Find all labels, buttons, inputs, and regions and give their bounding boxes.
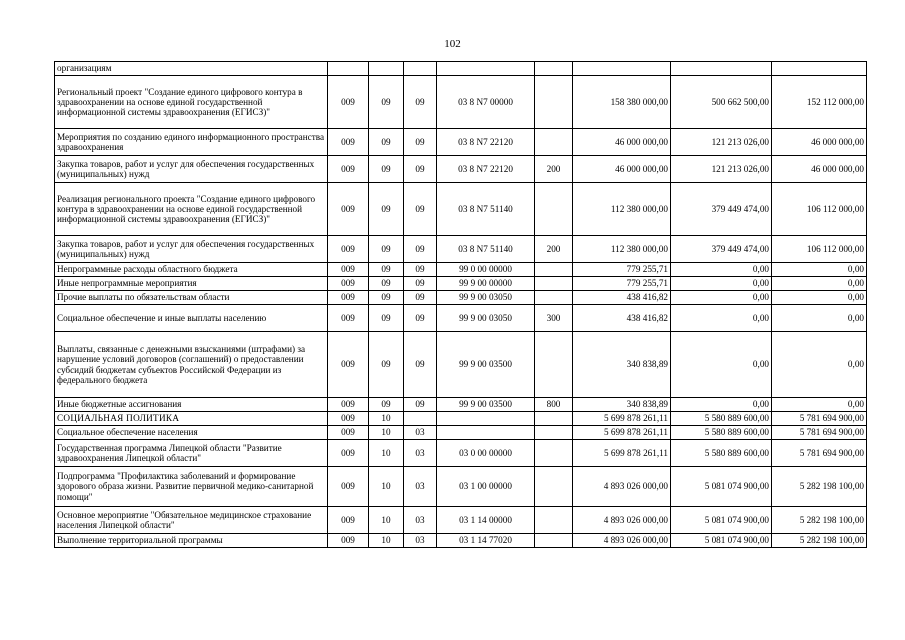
cell-target-article: 03 8 N7 51140 <box>437 236 535 263</box>
cell-amount-1: 4 893 026 000,00 <box>573 467 671 507</box>
cell-amount-1: 112 380 000,00 <box>573 236 671 263</box>
cell-amount-2: 0,00 <box>671 263 772 277</box>
cell-amount-1: 5 699 878 261,11 <box>573 412 671 426</box>
table-row <box>55 398 867 412</box>
cell-expense-type <box>535 507 573 534</box>
cell-section: 09 <box>369 183 404 236</box>
cell-subsection: 09 <box>404 332 437 398</box>
cell-target-article: 03 8 N7 22120 <box>437 129 535 156</box>
cell-amount-1: 46 000 000,00 <box>573 156 671 183</box>
cell-amount-3: 0,00 <box>772 398 867 412</box>
cell-amount-2: 0,00 <box>671 277 772 291</box>
cell-amount-2: 5 081 074 900,00 <box>671 534 772 548</box>
cell-section: 09 <box>369 263 404 277</box>
cell-amount-2: 121 213 026,00 <box>671 156 772 183</box>
cell-amount-3: 46 000 000,00 <box>772 129 867 156</box>
cell-expense-type: 300 <box>535 305 573 332</box>
cell-amount-3: 0,00 <box>772 291 867 305</box>
cell-ministry: 009 <box>328 129 369 156</box>
cell-section: 10 <box>369 440 404 467</box>
cell-ministry: 009 <box>328 236 369 263</box>
cell-ministry: 009 <box>328 332 369 398</box>
cell-target-article: 99 0 00 00000 <box>437 263 535 277</box>
cell-section: 09 <box>369 332 404 398</box>
cell-expense-type <box>535 263 573 277</box>
cell-name: Непрограммные расходы областного бюджета <box>55 263 328 277</box>
cell-name: Закупка товаров, работ и услуг для обеспечения государственных (муниципальных) нужд <box>55 156 328 183</box>
cell-amount-2: 0,00 <box>671 291 772 305</box>
cell-amount-3: 46 000 000,00 <box>772 156 867 183</box>
cell-section: 09 <box>369 305 404 332</box>
cell-amount-2: 500 662 500,00 <box>671 76 772 129</box>
cell-amount-2: 5 580 889 600,00 <box>671 426 772 440</box>
cell-expense-type <box>535 183 573 236</box>
cell-target-article: 03 8 N7 22120 <box>437 156 535 183</box>
cell-amount-2: 5 081 074 900,00 <box>671 467 772 507</box>
cell-name: Государственная программа Липецкой области "Развитие здравоохранения Липецкой области" <box>55 440 328 467</box>
cell-amount-3: 5 781 694 900,00 <box>772 426 867 440</box>
table-row <box>55 291 867 305</box>
cell-section: 10 <box>369 507 404 534</box>
cell-amount-1: 4 893 026 000,00 <box>573 534 671 548</box>
cell-ministry: 009 <box>328 426 369 440</box>
cell-expense-type <box>535 291 573 305</box>
cell-subsection <box>404 62 437 76</box>
cell-amount-1: 4 893 026 000,00 <box>573 507 671 534</box>
table-row <box>55 236 867 263</box>
cell-amount-1: 158 380 000,00 <box>573 76 671 129</box>
cell-amount-3: 5 282 198 100,00 <box>772 534 867 548</box>
cell-amount-3: 0,00 <box>772 332 867 398</box>
budget-table <box>54 61 867 548</box>
cell-name: Иные бюджетные ассигнования <box>55 398 328 412</box>
cell-expense-type <box>535 467 573 507</box>
cell-amount-1: 779 255,71 <box>573 263 671 277</box>
cell-ministry: 009 <box>328 76 369 129</box>
cell-section: 10 <box>369 412 404 426</box>
cell-section: 09 <box>369 76 404 129</box>
cell-section: 09 <box>369 398 404 412</box>
table-row <box>55 534 867 548</box>
cell-amount-3: 5 781 694 900,00 <box>772 412 867 426</box>
cell-subsection: 03 <box>404 440 437 467</box>
cell-expense-type <box>535 534 573 548</box>
cell-ministry: 009 <box>328 305 369 332</box>
cell-ministry: 009 <box>328 263 369 277</box>
cell-expense-type <box>535 412 573 426</box>
cell-subsection: 09 <box>404 398 437 412</box>
page-number: 102 <box>444 38 461 50</box>
cell-section: 10 <box>369 534 404 548</box>
cell-amount-2: 5 081 074 900,00 <box>671 507 772 534</box>
cell-section: 09 <box>369 291 404 305</box>
cell-target-article <box>437 412 535 426</box>
cell-ministry: 009 <box>328 398 369 412</box>
cell-ministry <box>328 62 369 76</box>
cell-amount-3: 5 282 198 100,00 <box>772 467 867 507</box>
cell-amount-1 <box>573 62 671 76</box>
cell-expense-type <box>535 62 573 76</box>
cell-section: 10 <box>369 467 404 507</box>
cell-amount-1: 340 838,89 <box>573 398 671 412</box>
cell-subsection: 03 <box>404 534 437 548</box>
cell-amount-2: 379 449 474,00 <box>671 236 772 263</box>
cell-ministry: 009 <box>328 412 369 426</box>
table-body <box>55 62 867 548</box>
cell-expense-type <box>535 332 573 398</box>
cell-expense-type <box>535 129 573 156</box>
cell-subsection <box>404 412 437 426</box>
cell-target-article: 99 9 00 03050 <box>437 305 535 332</box>
cell-name: Реализация регионального проекта "Создание единого цифрового контура в здравоохранении на основе единой государственной информационной системы здравоохранения (ЕГИСЗ)" <box>55 183 328 236</box>
cell-subsection: 09 <box>404 277 437 291</box>
table-row <box>55 467 867 507</box>
cell-amount-1: 5 699 878 261,11 <box>573 440 671 467</box>
cell-amount-3: 106 112 000,00 <box>772 236 867 263</box>
cell-target-article: 99 9 00 00000 <box>437 277 535 291</box>
cell-amount-3 <box>772 62 867 76</box>
cell-target-article: 99 9 00 03500 <box>437 332 535 398</box>
cell-section <box>369 62 404 76</box>
cell-target-article <box>437 62 535 76</box>
cell-name: Региональный проект "Создание единого цифрового контура в здравоохранении на основе единой государственной информационной системы здравоохранения (ЕГИСЗ)" <box>55 76 328 129</box>
cell-name: Социальное обеспечение и иные выплаты населению <box>55 305 328 332</box>
cell-subsection: 09 <box>404 263 437 277</box>
cell-ministry: 009 <box>328 507 369 534</box>
cell-subsection: 09 <box>404 76 437 129</box>
cell-expense-type <box>535 277 573 291</box>
table-row <box>55 507 867 534</box>
cell-amount-3: 5 781 694 900,00 <box>772 440 867 467</box>
cell-subsection: 09 <box>404 291 437 305</box>
table-row <box>55 129 867 156</box>
cell-section: 09 <box>369 236 404 263</box>
table-row <box>55 412 867 426</box>
cell-amount-1: 438 416,82 <box>573 305 671 332</box>
cell-section: 09 <box>369 129 404 156</box>
cell-target-article: 99 9 00 03500 <box>437 398 535 412</box>
cell-target-article <box>437 426 535 440</box>
table-row <box>55 76 867 129</box>
cell-ministry: 009 <box>328 467 369 507</box>
cell-target-article: 99 9 00 03050 <box>437 291 535 305</box>
cell-name: Выплаты, связанные с денежными взысканиями (штрафами) за нарушение условий договоров (соглашений) о предоставлении субсидий бюджетам субъектов Российской Федерации из федерального бюджета <box>55 332 328 398</box>
cell-expense-type <box>535 426 573 440</box>
cell-amount-1: 5 699 878 261,11 <box>573 426 671 440</box>
cell-amount-2: 0,00 <box>671 305 772 332</box>
cell-amount-3: 0,00 <box>772 305 867 332</box>
cell-amount-1: 340 838,89 <box>573 332 671 398</box>
cell-amount-2: 0,00 <box>671 332 772 398</box>
cell-name: Иные непрограммные мероприятия <box>55 277 328 291</box>
cell-name: Основное мероприятие "Обязательное медицинское страхование населения Липецкой области" <box>55 507 328 534</box>
cell-amount-3: 0,00 <box>772 277 867 291</box>
cell-amount-3: 106 112 000,00 <box>772 183 867 236</box>
cell-amount-3: 5 282 198 100,00 <box>772 507 867 534</box>
cell-amount-2: 379 449 474,00 <box>671 183 772 236</box>
cell-amount-2: 5 580 889 600,00 <box>671 412 772 426</box>
cell-amount-2: 0,00 <box>671 398 772 412</box>
cell-target-article: 03 1 00 00000 <box>437 467 535 507</box>
cell-name: Мероприятия по созданию единого информационного пространства здравоохранения <box>55 129 328 156</box>
cell-expense-type: 200 <box>535 236 573 263</box>
cell-name: Прочие выплаты по обязательствам области <box>55 291 328 305</box>
cell-subsection: 09 <box>404 129 437 156</box>
cell-target-article: 03 8 N7 00000 <box>437 76 535 129</box>
cell-target-article: 03 1 14 00000 <box>437 507 535 534</box>
cell-expense-type <box>535 440 573 467</box>
cell-section: 10 <box>369 426 404 440</box>
cell-subsection: 09 <box>404 236 437 263</box>
cell-ministry: 009 <box>328 440 369 467</box>
cell-amount-1: 46 000 000,00 <box>573 129 671 156</box>
cell-ministry: 009 <box>328 277 369 291</box>
table-row <box>55 62 867 76</box>
cell-ministry: 009 <box>328 183 369 236</box>
cell-name: Социальное обеспечение населения <box>55 426 328 440</box>
cell-amount-1: 779 255,71 <box>573 277 671 291</box>
cell-subsection: 09 <box>404 183 437 236</box>
cell-ministry: 009 <box>328 291 369 305</box>
cell-name: Подпрограмма "Профилактика заболеваний и формирование здорового образа жизни. Развитие первичной медико-санитарной помощи" <box>55 467 328 507</box>
cell-subsection: 03 <box>404 426 437 440</box>
cell-subsection: 09 <box>404 305 437 332</box>
cell-name: организациям <box>55 62 328 76</box>
table-row <box>55 332 867 398</box>
cell-amount-3: 152 112 000,00 <box>772 76 867 129</box>
cell-subsection: 03 <box>404 507 437 534</box>
cell-amount-1: 112 380 000,00 <box>573 183 671 236</box>
cell-amount-2 <box>671 62 772 76</box>
table-row <box>55 183 867 236</box>
cell-name: Выполнение территориальной программы <box>55 534 328 548</box>
cell-amount-3: 0,00 <box>772 263 867 277</box>
cell-subsection: 09 <box>404 156 437 183</box>
cell-ministry: 009 <box>328 156 369 183</box>
table-row <box>55 426 867 440</box>
cell-amount-2: 5 580 889 600,00 <box>671 440 772 467</box>
cell-target-article: 03 0 00 00000 <box>437 440 535 467</box>
cell-amount-1: 438 416,82 <box>573 291 671 305</box>
table-row <box>55 440 867 467</box>
table-row <box>55 305 867 332</box>
cell-expense-type <box>535 76 573 129</box>
cell-expense-type: 200 <box>535 156 573 183</box>
cell-expense-type: 800 <box>535 398 573 412</box>
table-row <box>55 263 867 277</box>
cell-name: Закупка товаров, работ и услуг для обеспечения государственных (муниципальных) нужд <box>55 236 328 263</box>
cell-ministry: 009 <box>328 534 369 548</box>
cell-name: СОЦИАЛЬНАЯ ПОЛИТИКА <box>55 412 328 426</box>
table-row <box>55 277 867 291</box>
cell-target-article: 03 1 14 77020 <box>437 534 535 548</box>
cell-section: 09 <box>369 277 404 291</box>
cell-section: 09 <box>369 156 404 183</box>
cell-target-article: 03 8 N7 51140 <box>437 183 535 236</box>
cell-amount-2: 121 213 026,00 <box>671 129 772 156</box>
cell-subsection: 03 <box>404 467 437 507</box>
table-row <box>55 156 867 183</box>
